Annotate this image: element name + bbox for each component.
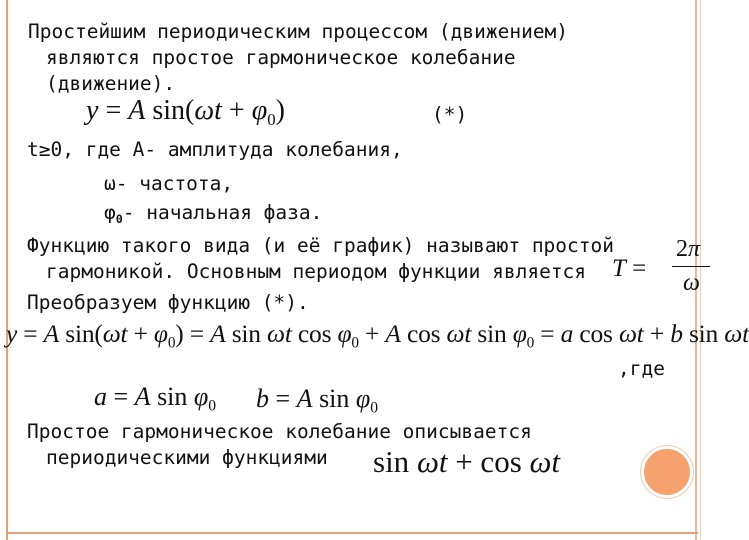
- equation-marker: (*): [432, 103, 468, 126]
- text-line-1: Простейшим периодическим процессом (движением): [28, 20, 569, 43]
- text-line-12: периодическими функциями: [46, 446, 328, 469]
- formula-basis: sin ωt + cos ωt: [373, 444, 561, 479]
- formula-period-fraction-bar: [672, 266, 710, 267]
- omega-definition: ω- частота,: [104, 172, 234, 195]
- phi-definition: [104, 201, 322, 231]
- phi-symbol: φ: [104, 201, 116, 224]
- slide-border-left: [6, 0, 8, 540]
- text-line-7: Функцию такого вида (и её график) называют простой: [27, 234, 614, 257]
- formula-period-denominator: ω: [683, 270, 700, 296]
- text-line-8: гармоникой. Основным периодом функции является: [46, 260, 587, 283]
- text-line-11: Простое гармоническое колебание описывается: [27, 420, 532, 443]
- phi-subscript: 0: [115, 212, 123, 227]
- text-line-4: t≥0, где A- амплитуда колебания,: [27, 138, 403, 161]
- decorative-circle: [641, 446, 693, 498]
- slide-border-right-inner: [700, 0, 701, 540]
- text-line-9: Преобразуем функцию (*).: [27, 291, 309, 314]
- formula-main: y = A $\sin(\omega t + \varphi_0)$: [86, 95, 285, 129]
- where-label: ,где: [618, 357, 665, 380]
- phi-definition-text: - начальная фаза.: [122, 201, 323, 224]
- formula-expansion: y = A $\sin(\omega t + \varphi_0) = A$ sin ωt $\cos \varphi_0 + A$ cos ωt $\sin \varphi_0 = a$ cos ωt + b sin ωt: [6, 319, 749, 352]
- formula-period-lhs: T =: [612, 255, 647, 282]
- formula-coef-b: b = A $\sin \varphi_0$: [256, 384, 379, 417]
- formula-coef-a: a = A $\sin \varphi_0$: [94, 382, 217, 415]
- formula-period-numerator: 2π: [676, 236, 701, 262]
- text-line-2: являются простое гармоническое колебание: [46, 46, 516, 69]
- slide-border-bottom: [6, 532, 698, 534]
- text-line-3: (движение).: [46, 72, 176, 95]
